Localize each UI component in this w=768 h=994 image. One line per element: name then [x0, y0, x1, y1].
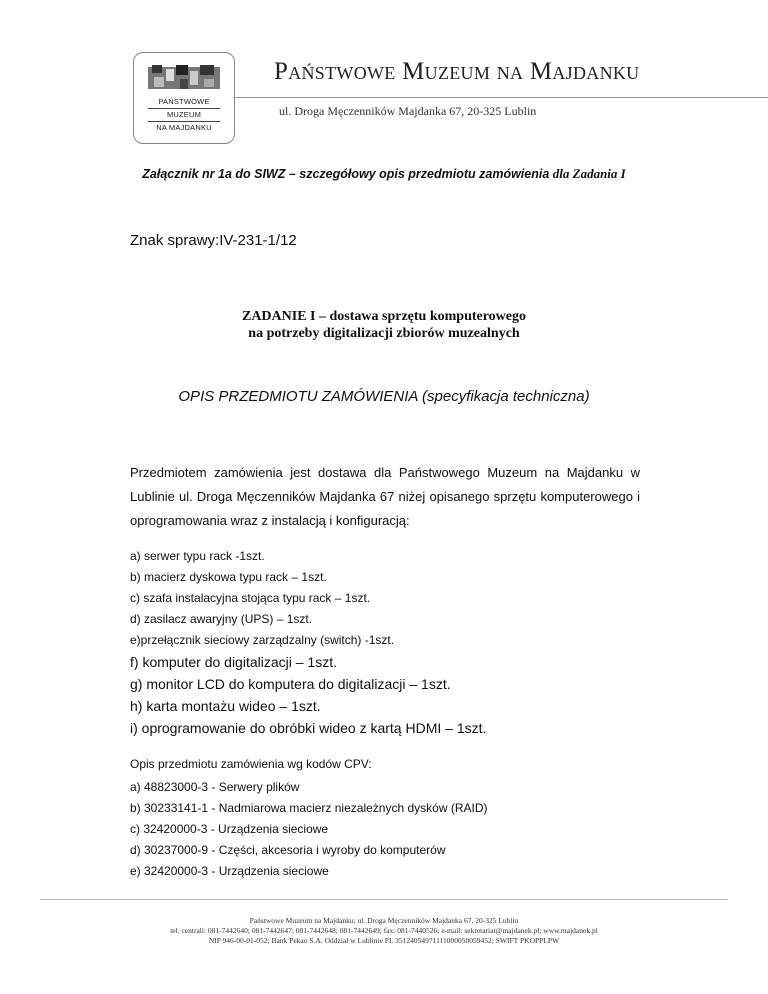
list-item: g) monitor LCD do komputera do digitalizacji – 1szt. [130, 676, 451, 692]
annex-title [0, 166, 768, 182]
logo-text-line2: MUZEUM [148, 110, 220, 122]
footer-line1: Państwowe Muzeum na Majdanku; ul. Droga Męczenników Majdanka 67, 20-325 Lublin [249, 916, 519, 925]
museum-logo-icon [146, 63, 222, 95]
case-number: Znak sprawy:IV-231-1/12 [130, 232, 297, 249]
header-divider [233, 97, 768, 98]
cpv-item: e) 32420000-3 - Urządzenia sieciowe [130, 864, 329, 878]
annex-main-text: Załącznik nr 1a do SIWZ – szczegółowy opis przedmiotu zamówienia [142, 167, 553, 181]
cpv-item: a) 48823000-3 - Serwery plików [130, 780, 300, 794]
footer-line3: NIP 946-00-01-052; Bank Pekao S.A. Oddział w Lublinie PL 35124054971111000050059452; SWIFT PKOPPLPW [208, 936, 560, 945]
list-item: a) serwer typu rack -1szt. [130, 549, 265, 563]
museum-address: ul. Droga Męczenników Majdanka 67, 20-325 Lublin [279, 104, 537, 118]
list-item: c) szafa instalacyjna stojąca typu rack – 1szt. [130, 591, 371, 605]
museum-logo [133, 52, 235, 144]
logo-text-line3: NA MAJDANKU [156, 123, 212, 132]
list-item: i) oprogramowanie do obróbki wideo z kartą HDMI – 1szt. [130, 720, 487, 736]
task-title-line1: ZADANIE I – dostawa sprzętu komputerowego [241, 309, 527, 324]
museum-name: Państwowe Muzeum na Majdanku [274, 58, 640, 85]
cpv-item: c) 32420000-3 - Urządzenia sieciowe [130, 822, 329, 836]
list-item: h) karta montażu wideo – 1szt. [130, 698, 321, 714]
annex-task-text: dla Zadania I [552, 166, 626, 181]
cpv-list [130, 777, 487, 882]
list-item: b) macierz dyskowa typu rack – 1szt. [130, 570, 327, 584]
task-title [0, 308, 768, 342]
task-title-line2: na potrzeby digitalizacji zbiorów muzealnych [248, 326, 520, 341]
cpv-title: Opis przedmiotu zamówienia wg kodów CPV: [130, 757, 372, 771]
footer-line2: tel. centrali: 081-7442640; 081-7442647; 081-7442648; 081-7442649; fax: 081-7440526; e-mail: sekretariat@majdanek.pl; www.majdanek.pl [170, 926, 598, 935]
list-item: d) zasilacz awaryjny (UPS) – 1szt. [130, 612, 313, 626]
cpv-item: d) 30237000-9 - Części, akcesoria i wyroby do komputerów [130, 843, 446, 857]
list-item: e)przełącznik sieciowy zarządzalny (switch) -1szt. [130, 633, 395, 647]
footer-divider [40, 899, 728, 900]
items-list [130, 546, 486, 739]
spec-title: OPIS PRZEDMIOTU ZAMÓWIENIA (specyfikacja techniczna) [178, 388, 590, 405]
list-item: f) komputer do digitalizacji – 1szt. [130, 654, 337, 670]
cpv-item: b) 30233141-1 - Nadmiarowa macierz niezależnych dysków (RAID) [130, 801, 488, 815]
intro-paragraph: Przedmiotem zamówienia jest dostawa dla Państwowego Muzeum na Majdanku w Lublinie ul. Droga Męczenników Majdanka 67 niżej opisanego sprzętu komputerowego i oprogramowania wraz z instalacją i konfiguracją: [130, 465, 640, 528]
logo-text-line1: PAŃSTWOWE [148, 97, 220, 109]
